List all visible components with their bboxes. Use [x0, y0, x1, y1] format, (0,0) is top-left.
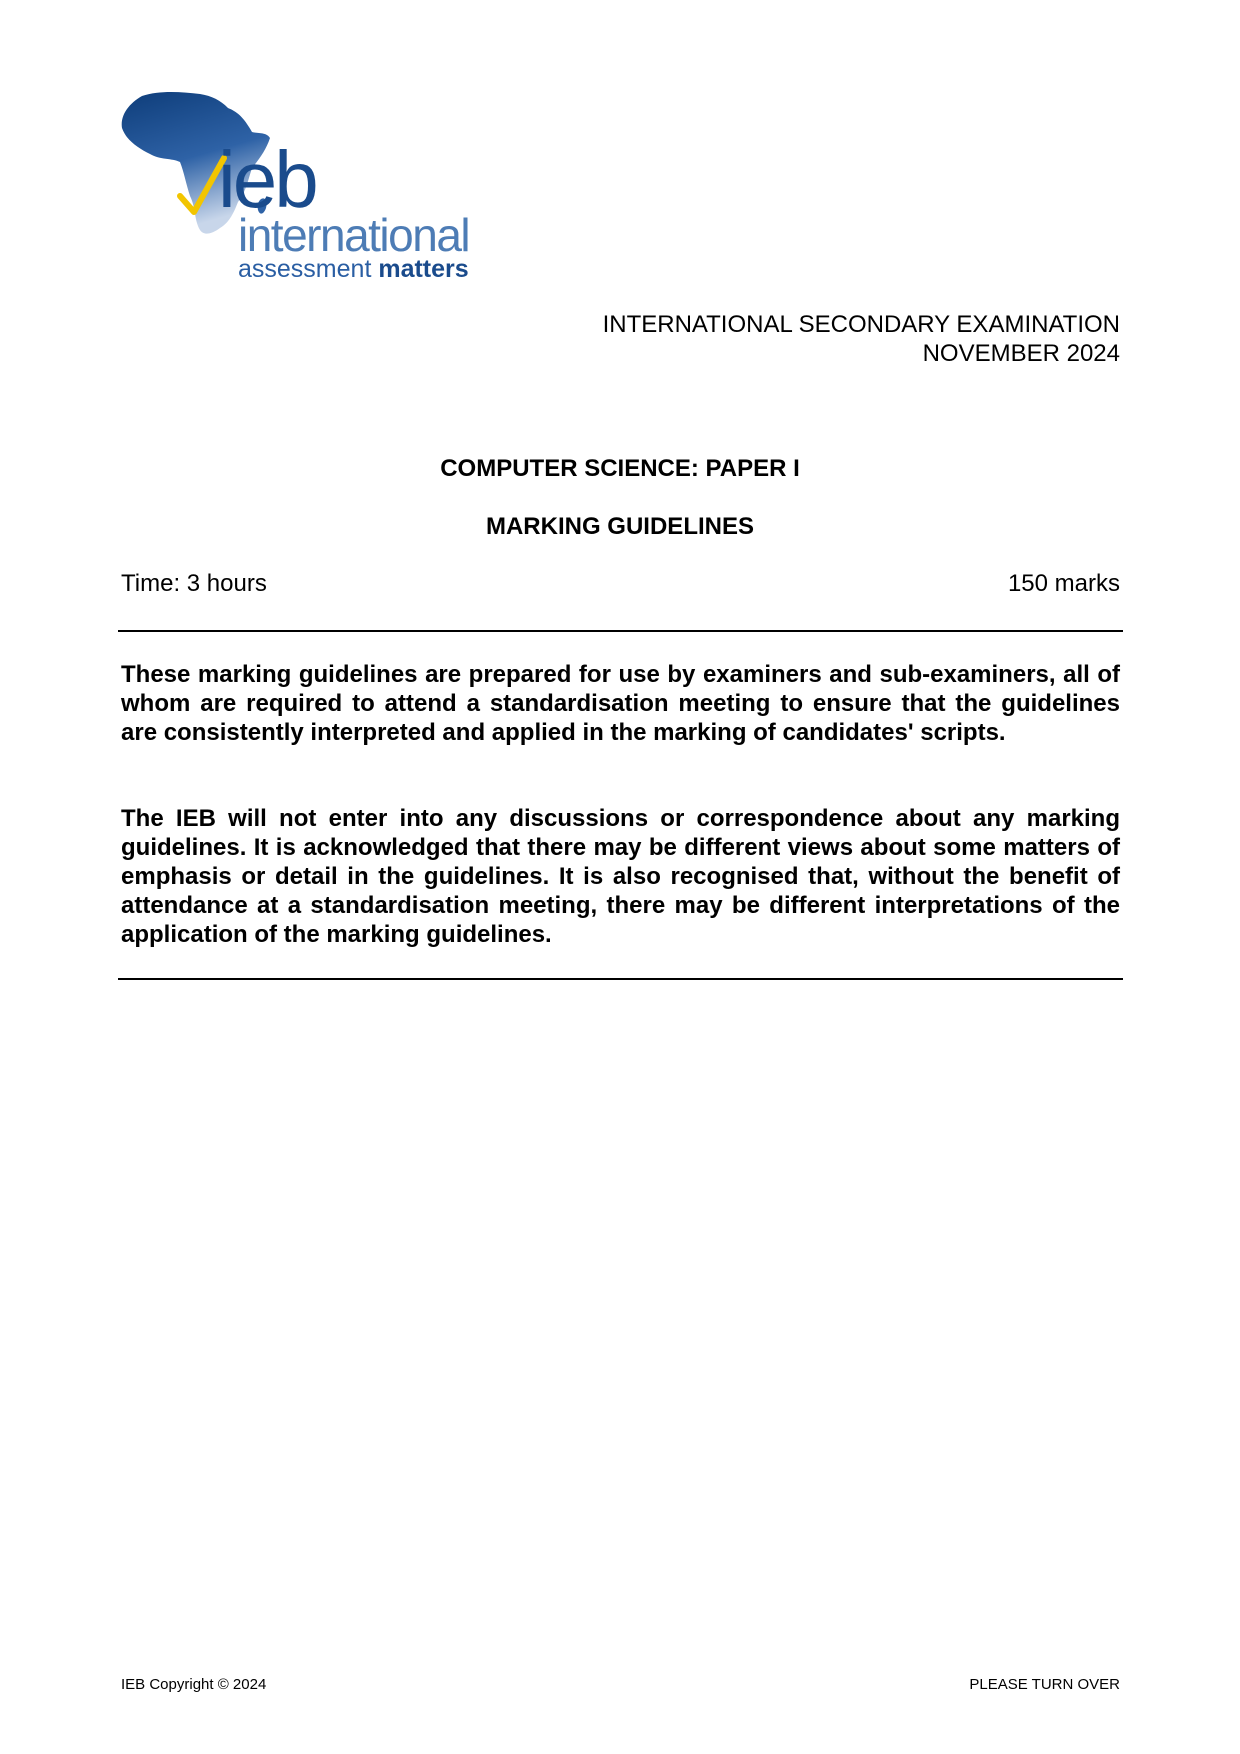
logo-international-text: international [238, 209, 470, 261]
exam-name: INTERNATIONAL SECONDARY EXAMINATION [602, 311, 1120, 338]
logo-wordmark: ieb [218, 135, 316, 224]
exam-meta-row [121, 570, 1120, 598]
exam-header [603, 310, 1120, 368]
footer-copyright: IEB Copyright © 2024 [121, 1676, 267, 1693]
logo-tagline-regular: assessment [238, 255, 379, 283]
logo-tagline-bold: matters [378, 255, 469, 283]
ieb-logo [120, 88, 500, 288]
guidelines-usage-paragraph: These marking guidelines are prepared for use by examiners and sub-examiners, all of whom are required to attend a standardisation meeting to ensure that the guidelines are consistently interpreted and applied in the marking of candidates' scripts. [121, 661, 1120, 746]
time-allowed: Time: 3 hours [121, 570, 267, 597]
divider-top [118, 630, 1123, 632]
exam-date: NOVEMBER 2024 [922, 340, 1120, 367]
divider-bottom [118, 978, 1123, 980]
paper-title: COMPUTER SCIENCE: PAPER I [440, 455, 800, 482]
disclaimer-paragraph: The IEB will not enter into any discussions or correspondence about any marking guidelines. It is acknowledged that there may be different views about some matters of emphasis or detail in the guidelines. It is also recognised that, without the benefit of attendance at a standardisation meeting, there may be different interpretations of the application of the marking guidelines. [121, 805, 1120, 948]
logo-tagline [238, 254, 469, 284]
footer-turn-over: PLEASE TURN OVER [969, 1676, 1120, 1693]
total-marks: 150 marks [1007, 570, 1120, 597]
guidelines-title: MARKING GUIDELINES [485, 513, 754, 540]
